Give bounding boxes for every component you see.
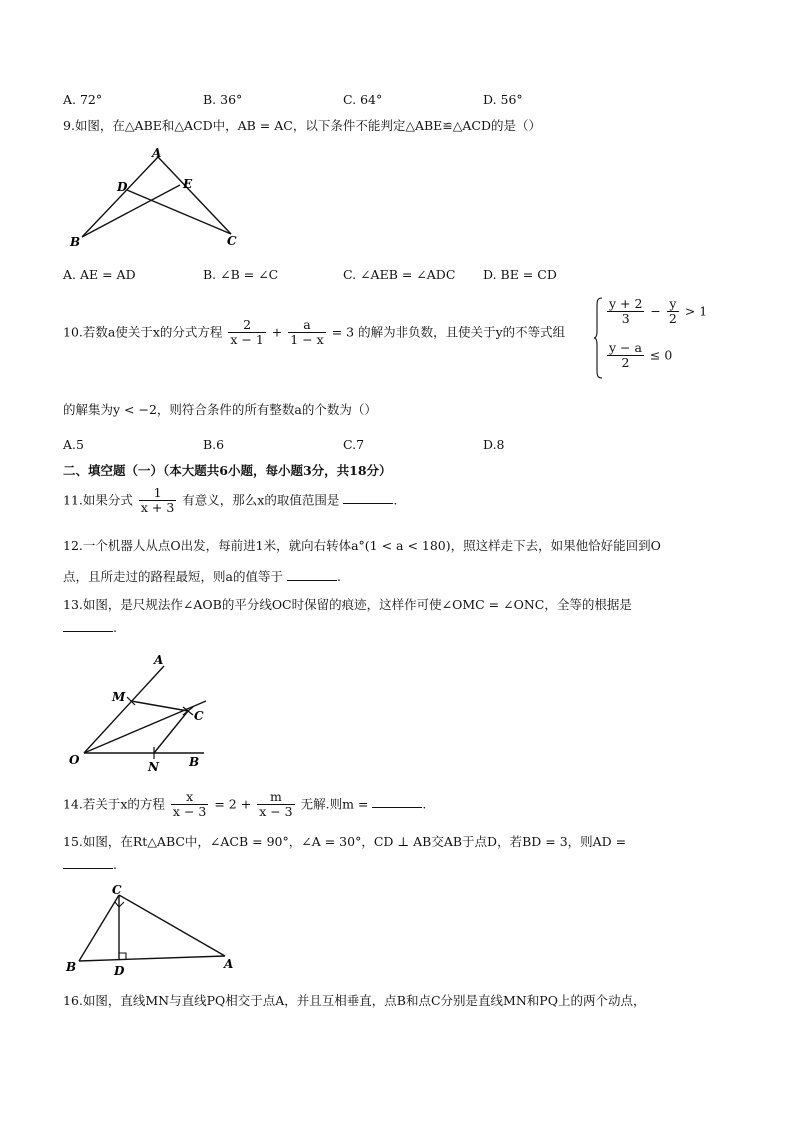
- q9-label-a: A: [152, 146, 162, 160]
- section-2-heading: 二、填空题（一）（本大题共6小题，每小题3分，共18分）: [63, 463, 392, 478]
- q15-line1: 15.如图，在Rt△ABC中，∠ACB = 90°，∠A = 30°，CD ⊥ AB交AB于点D，若BD = 3，则AD =: [63, 834, 627, 849]
- q10-inequality-1: [605, 297, 707, 327]
- q9-label-d: D: [117, 180, 128, 194]
- q13-seg-mc: [131, 701, 188, 711]
- q12-line2: [63, 569, 341, 584]
- q14-answer-blank[interactable]: [372, 797, 422, 808]
- q15-label-a: A: [224, 957, 234, 971]
- q11-line: [63, 486, 397, 516]
- q14-post: 无解.则m =: [300, 796, 369, 812]
- q11-den: x + 3: [140, 500, 175, 516]
- q9-option-a: A. AE = AD: [63, 267, 136, 282]
- q13-label-o: O: [69, 753, 80, 767]
- q12-answer-blank[interactable]: [287, 570, 337, 581]
- q9-option-d: D. BE = CD: [483, 267, 557, 282]
- q9-option-b: B. ∠B = ∠C: [203, 267, 279, 282]
- q11-post: 有意义，那么x的取值范围是: [182, 492, 340, 508]
- q10-frac-left-num: 2: [228, 318, 265, 333]
- q10-option-a: A.5: [63, 437, 84, 452]
- q10-ineq1-rel: > 1: [684, 303, 708, 319]
- q13-label-m: M: [112, 690, 126, 704]
- q10-frac-left-den: x − 1: [230, 332, 264, 348]
- q8-option-c: C. 64°: [343, 92, 383, 107]
- q13-answer-blank[interactable]: [63, 621, 113, 632]
- q15-side-ca: [119, 895, 225, 956]
- q8-option-a: A. 72°: [63, 92, 103, 107]
- q13-ray-oa: [84, 666, 164, 753]
- q14-num2: m: [257, 790, 294, 805]
- q10-ineq1-den1: 3: [621, 311, 630, 327]
- q12-line1: 12.一个机器人从点O出发，每前进1米，就向右转体a°(1 < a < 180)，照这样走下去，如果他恰好能回到O: [63, 538, 661, 553]
- q15-side-bc: [79, 895, 119, 961]
- q8-option-d: D. 56°: [483, 92, 523, 107]
- q14-den2: x − 3: [259, 804, 293, 820]
- q15-answer-line: [63, 857, 117, 872]
- q10-inequality-2: [605, 341, 672, 371]
- q10-stem-post: 的解集为y < −2，则符合条件的所有整数a的个数为（）: [63, 402, 377, 417]
- q12-end: .: [336, 569, 341, 584]
- q10-ineq1-den2: 2: [668, 311, 677, 327]
- q9-option-c: C. ∠AEB = ∠ADC: [343, 267, 456, 282]
- q9-line-dc: [127, 190, 231, 234]
- q11-pre: 11.如果分式: [63, 492, 133, 508]
- q14-line: [63, 790, 426, 820]
- q10-stem-pre: 10.若数a使关于x的分式方程: [63, 324, 223, 340]
- q9-stem: 9.如图，在△ABE和△ACD中，AB = AC，以下条件不能判定△ABE≌△ACD的是（）: [63, 118, 541, 133]
- q15-side-ba: [79, 956, 225, 961]
- q10-frac-right-num: a: [288, 318, 325, 333]
- q14-den1: x − 3: [172, 804, 207, 820]
- q9-line-ac: [158, 157, 231, 234]
- q13-label-a: A: [154, 653, 164, 667]
- q14-end: .: [422, 796, 427, 812]
- q13-label-b: B: [189, 755, 200, 769]
- q14-pre: 14.若关于x的方程: [63, 796, 165, 812]
- q11-num: 1: [139, 486, 176, 501]
- q15-label-d: D: [114, 964, 125, 978]
- q9-line-ba: [82, 157, 158, 237]
- q14-mid: = 2 +: [214, 796, 252, 812]
- q9-label-c: C: [227, 234, 237, 248]
- q13-line1: 13.如图，是尺规法作∠AOB的平分线OC时保留的痕迹，这样作可使∠OMC = ∠ONC，全等的根据是: [63, 597, 632, 612]
- q10-ineq2-rel: ≤ 0: [649, 347, 673, 363]
- q11-end: .: [393, 492, 398, 508]
- q15-label-c: C: [112, 883, 122, 897]
- q9-line-be: [82, 185, 180, 237]
- q10-option-c: C.7: [343, 437, 365, 452]
- q16-line1: 16.如图，直线MN与直线PQ相交于点A，并且互相垂直，点B和点C分别是直线MN和PQ上的两个动点，: [63, 993, 646, 1008]
- q13-seg-nc: [154, 711, 188, 753]
- q15-label-b: B: [66, 960, 77, 974]
- q10-ineq1-num1: y + 2: [609, 296, 643, 311]
- q15-end: .: [113, 857, 117, 872]
- q10-line: [63, 318, 565, 348]
- q10-ineq1-num2: y: [667, 297, 679, 312]
- q10-option-b: B.6: [203, 437, 225, 452]
- q15-answer-blank[interactable]: [63, 858, 113, 869]
- q8-option-b: B. 36°: [203, 92, 243, 107]
- q10-system-brace: [593, 297, 603, 379]
- q10-ineq1-minus: −: [650, 303, 661, 319]
- q10-stem-mid: 的解为非负数，且使关于y的不等式组: [358, 324, 566, 340]
- q10-eq-rhs: = 3: [331, 324, 355, 340]
- q11-answer-blank[interactable]: [343, 493, 393, 504]
- q12-line2-text: 点，且所走过的路程最短，则a的值等于: [63, 569, 283, 584]
- q10-frac-right: [288, 318, 325, 348]
- q9-figure: [65, 145, 250, 250]
- q9-label-b: B: [70, 235, 81, 249]
- q10-plus: +: [271, 324, 283, 340]
- q9-label-e: E: [183, 177, 193, 191]
- q15-figure: [62, 880, 242, 980]
- q14-num1: x: [171, 790, 208, 805]
- q13-label-c: C: [194, 709, 204, 723]
- q13-end: .: [113, 620, 117, 635]
- q13-ray-oc: [84, 701, 206, 753]
- q10-ineq2-den: 2: [621, 355, 630, 371]
- q10-option-d: D.8: [483, 437, 505, 452]
- q13-label-n: N: [148, 760, 159, 774]
- q10-frac-right-den: 1 − x: [290, 332, 324, 348]
- q13-figure: [64, 648, 214, 778]
- q10-ineq2-num: y − a: [609, 340, 642, 355]
- q10-frac-left: [228, 318, 265, 348]
- q13-answer-line: [63, 620, 117, 635]
